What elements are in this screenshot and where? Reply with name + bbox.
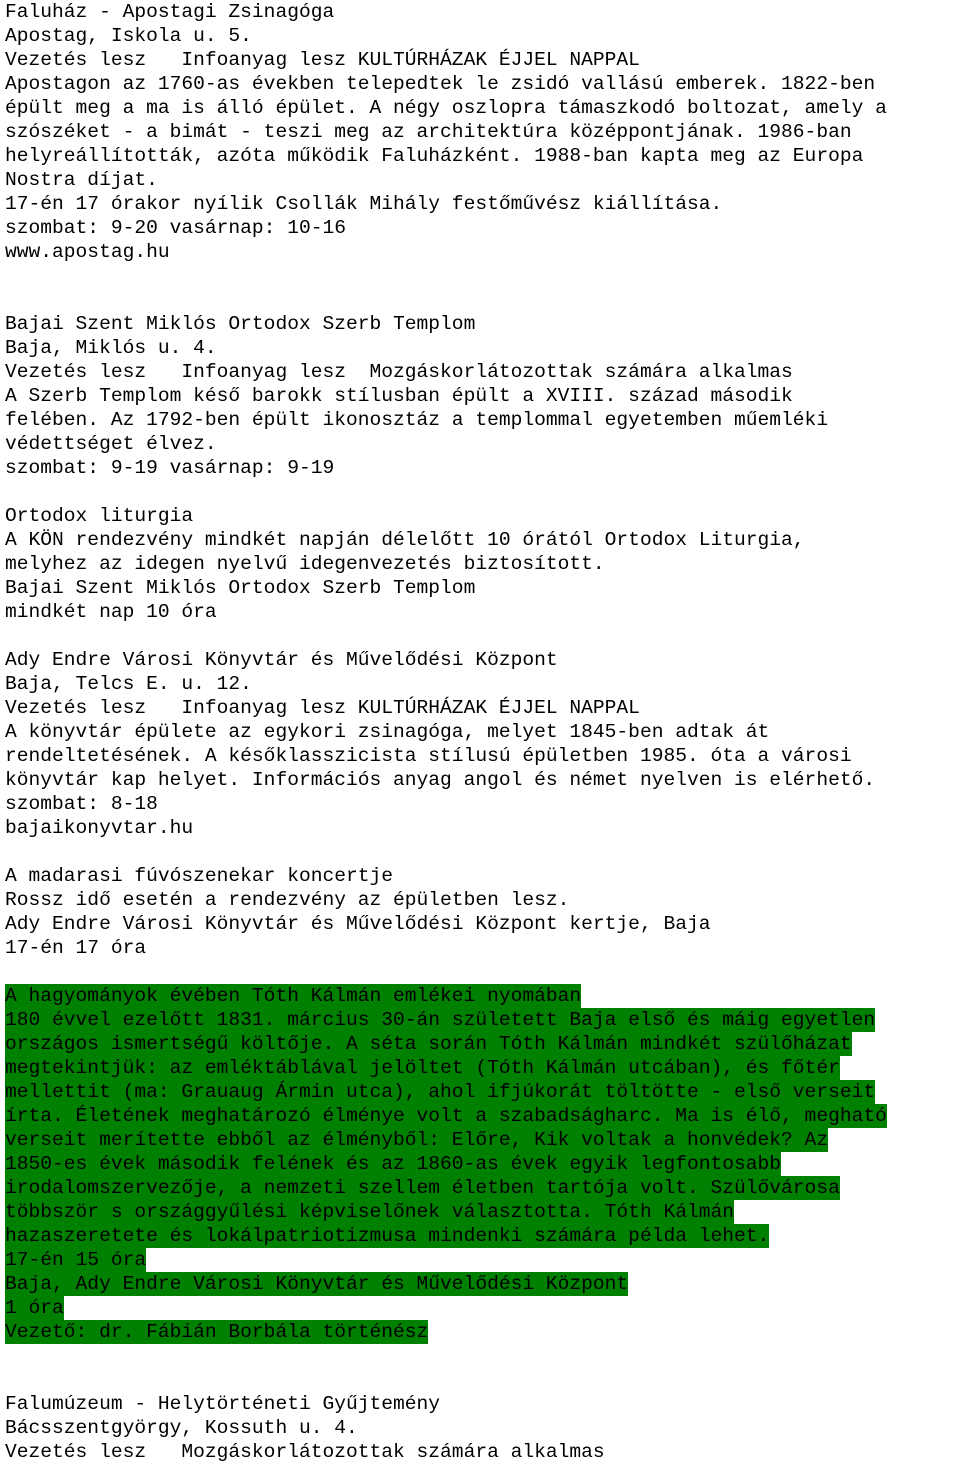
event-title: A madarasi fúvószenekar koncertje <box>5 865 394 887</box>
description-line: A Szerb Templom késő barokk stílusban épült a XVIII. század második <box>5 385 793 407</box>
highlighted-line <box>5 1056 960 1080</box>
spacer <box>5 1344 960 1368</box>
description-line: könyvtár kap helyet. Információs anyag angol és német nyelven is elérhető. <box>5 769 876 791</box>
event-falumuzeum <box>5 1392 960 1464</box>
description-line: A KÖN rendezvény mindkét napján délelőtt 10 órától Ortodox Liturgia, <box>5 529 805 551</box>
venue-title: Ady Endre Városi Könyvtár és Művelődési Központ <box>5 649 558 671</box>
highlighted-line <box>5 1224 960 1248</box>
venue-address: Baja, Miklós u. 4. <box>5 337 217 359</box>
highlighted-line <box>5 1104 960 1128</box>
highlighted-text: A hagyományok évében Tóth Kálmán emlékei nyomában <box>5 985 582 1007</box>
highlighted-line <box>5 1128 960 1152</box>
highlighted-text: országos ismertségű költője. A séta során Tóth Kálmán mindkét szülőházat <box>5 1033 852 1055</box>
highlighted-line <box>5 1296 960 1320</box>
venue-address: Bácsszentgyörgy, Kossuth u. 4. <box>5 1417 358 1439</box>
event-ady-konyvtar <box>5 648 960 840</box>
description-line: rendeltetésének. A későklasszicista stílusú épületben 1985. óta a városi <box>5 745 852 767</box>
highlighted-text: Vezető: dr. Fábián Borbála történész <box>5 1321 429 1343</box>
event-title: Ortodox liturgia <box>5 505 194 527</box>
highlighted-line <box>5 1080 960 1104</box>
event-ortodox-liturgia <box>5 504 960 624</box>
highlighted-text: 1850-es évek második felének és az 1860-as évek egyik legfontosabb <box>5 1153 782 1175</box>
description-line: helyreállították, azóta működik Faluházként. 1988-ban kapta meg az Europa <box>5 145 864 167</box>
opening-hours: szombat: 9-20 vasárnap: 10-16 <box>5 217 346 239</box>
highlighted-text: mellettit (ma: Grauaug Ármin utca), ahol ifjúkorát töltötte - első verseit <box>5 1081 876 1103</box>
highlighted-text: írta. Életének meghatározó élménye volt a szabadságharc. Ma is élő, megható <box>5 1105 887 1127</box>
description-line: védettséget élvez. <box>5 433 217 455</box>
highlighted-event-toth-kalman <box>5 984 960 1344</box>
event-venue: Ady Endre Városi Könyvtár és Művelődési Központ kertje, Baja <box>5 913 711 935</box>
spacer <box>5 288 960 312</box>
highlighted-line <box>5 1248 960 1272</box>
description-line: Rossz idő esetén a rendezvény az épületben lesz. <box>5 889 570 911</box>
event-faluhaz-apostag <box>5 0 960 264</box>
description-line: Apostagon az 1760-as években telepedtek le zsidó vallású emberek. 1822-ben <box>5 73 876 95</box>
highlighted-text: verseit merítette ebből az élményből: Előre, Kik voltak a honvédek? Az <box>5 1129 829 1151</box>
highlighted-line <box>5 1152 960 1176</box>
highlighted-text: megtekintjük: az emléktáblával jelöltet (Tóth Kálmán utcában), és főtér <box>5 1057 840 1079</box>
highlighted-line <box>5 1008 960 1032</box>
event-time: 17-én 17 óra <box>5 937 147 959</box>
description-line: 17-én 17 órakor nyílik Csollák Mihály festőművész kiállítása. <box>5 193 723 215</box>
website-link[interactable]: www.apostag.hu <box>5 241 170 263</box>
spacer <box>5 1368 960 1392</box>
description-line: melyhez az idegen nyelvű idegenvezetés biztosított. <box>5 553 605 575</box>
highlighted-line <box>5 1200 960 1224</box>
venue-address: Apostag, Iskola u. 5. <box>5 25 252 47</box>
description-line: A könyvtár épülete az egykori zsinagóga, melyet 1845-ben adtak át <box>5 721 770 743</box>
description-line: épült meg a ma is álló épület. A négy oszlopra támaszkodó boltozat, amely a <box>5 97 887 119</box>
venue-title: Bajai Szent Miklós Ortodox Szerb Templom <box>5 313 476 335</box>
spacer <box>5 624 960 648</box>
description-line: Nostra díjat. <box>5 169 158 191</box>
website-link[interactable]: bajaikonyvtar.hu <box>5 817 194 839</box>
highlighted-text: 180 évvel ezelőtt 1831. március 30-án született Baja első és máig egyetlen <box>5 1009 876 1031</box>
venue-tags: Vezetés lesz Infoanyag lesz Mozgáskorlátozottak számára alkalmas <box>5 361 793 383</box>
opening-hours: szombat: 9-19 vasárnap: 9-19 <box>5 457 335 479</box>
venue-tags: Vezetés lesz Infoanyag lesz KULTÚRHÁZAK ÉJJEL NAPPAL <box>5 49 640 71</box>
venue-tags: Vezetés lesz Mozgáskorlátozottak számára alkalmas <box>5 1441 605 1463</box>
highlighted-line <box>5 1176 960 1200</box>
description-line: szószéket - a bimát - teszi meg az architektúra középpontjának. 1986-ban <box>5 121 852 143</box>
highlighted-line <box>5 1272 960 1296</box>
venue-title: Falumúzeum - Helytörténeti Gyűjtemény <box>5 1393 441 1415</box>
spacer <box>5 480 960 504</box>
description-line: felében. Az 1792-ben épült ikonosztáz a templommal egyetemben műemléki <box>5 409 829 431</box>
document <box>5 0 960 1464</box>
highlighted-text: Baja, Ady Endre Városi Könyvtár és Művelődési Központ <box>5 1273 629 1295</box>
event-venue: Bajai Szent Miklós Ortodox Szerb Templom <box>5 577 476 599</box>
venue-address: Baja, Telcs E. u. 12. <box>5 673 252 695</box>
spacer <box>5 840 960 864</box>
opening-hours: szombat: 8-18 <box>5 793 158 815</box>
highlighted-line <box>5 1032 960 1056</box>
highlighted-line <box>5 1320 960 1344</box>
highlighted-text: többször s országgyűlési képviselőnek választotta. Tóth Kálmán <box>5 1201 735 1223</box>
highlighted-line <box>5 984 960 1008</box>
spacer <box>5 960 960 984</box>
highlighted-text: 17-én 15 óra <box>5 1249 147 1271</box>
venue-title: Faluház - Apostagi Zsinagóga <box>5 1 335 23</box>
highlighted-text: hazaszeretete és lokálpatriotizmusa mindenki számára példa lehet. <box>5 1225 770 1247</box>
spacer <box>5 264 960 288</box>
event-szerb-templom <box>5 312 960 480</box>
event-fuvoszenekar <box>5 864 960 960</box>
highlighted-text: irodalomszervezője, a nemzeti szellem életben tartója volt. Szülővárosa <box>5 1177 840 1199</box>
highlighted-text: 1 óra <box>5 1297 64 1319</box>
venue-tags: Vezetés lesz Infoanyag lesz KULTÚRHÁZAK ÉJJEL NAPPAL <box>5 697 640 719</box>
event-time: mindkét nap 10 óra <box>5 601 217 623</box>
